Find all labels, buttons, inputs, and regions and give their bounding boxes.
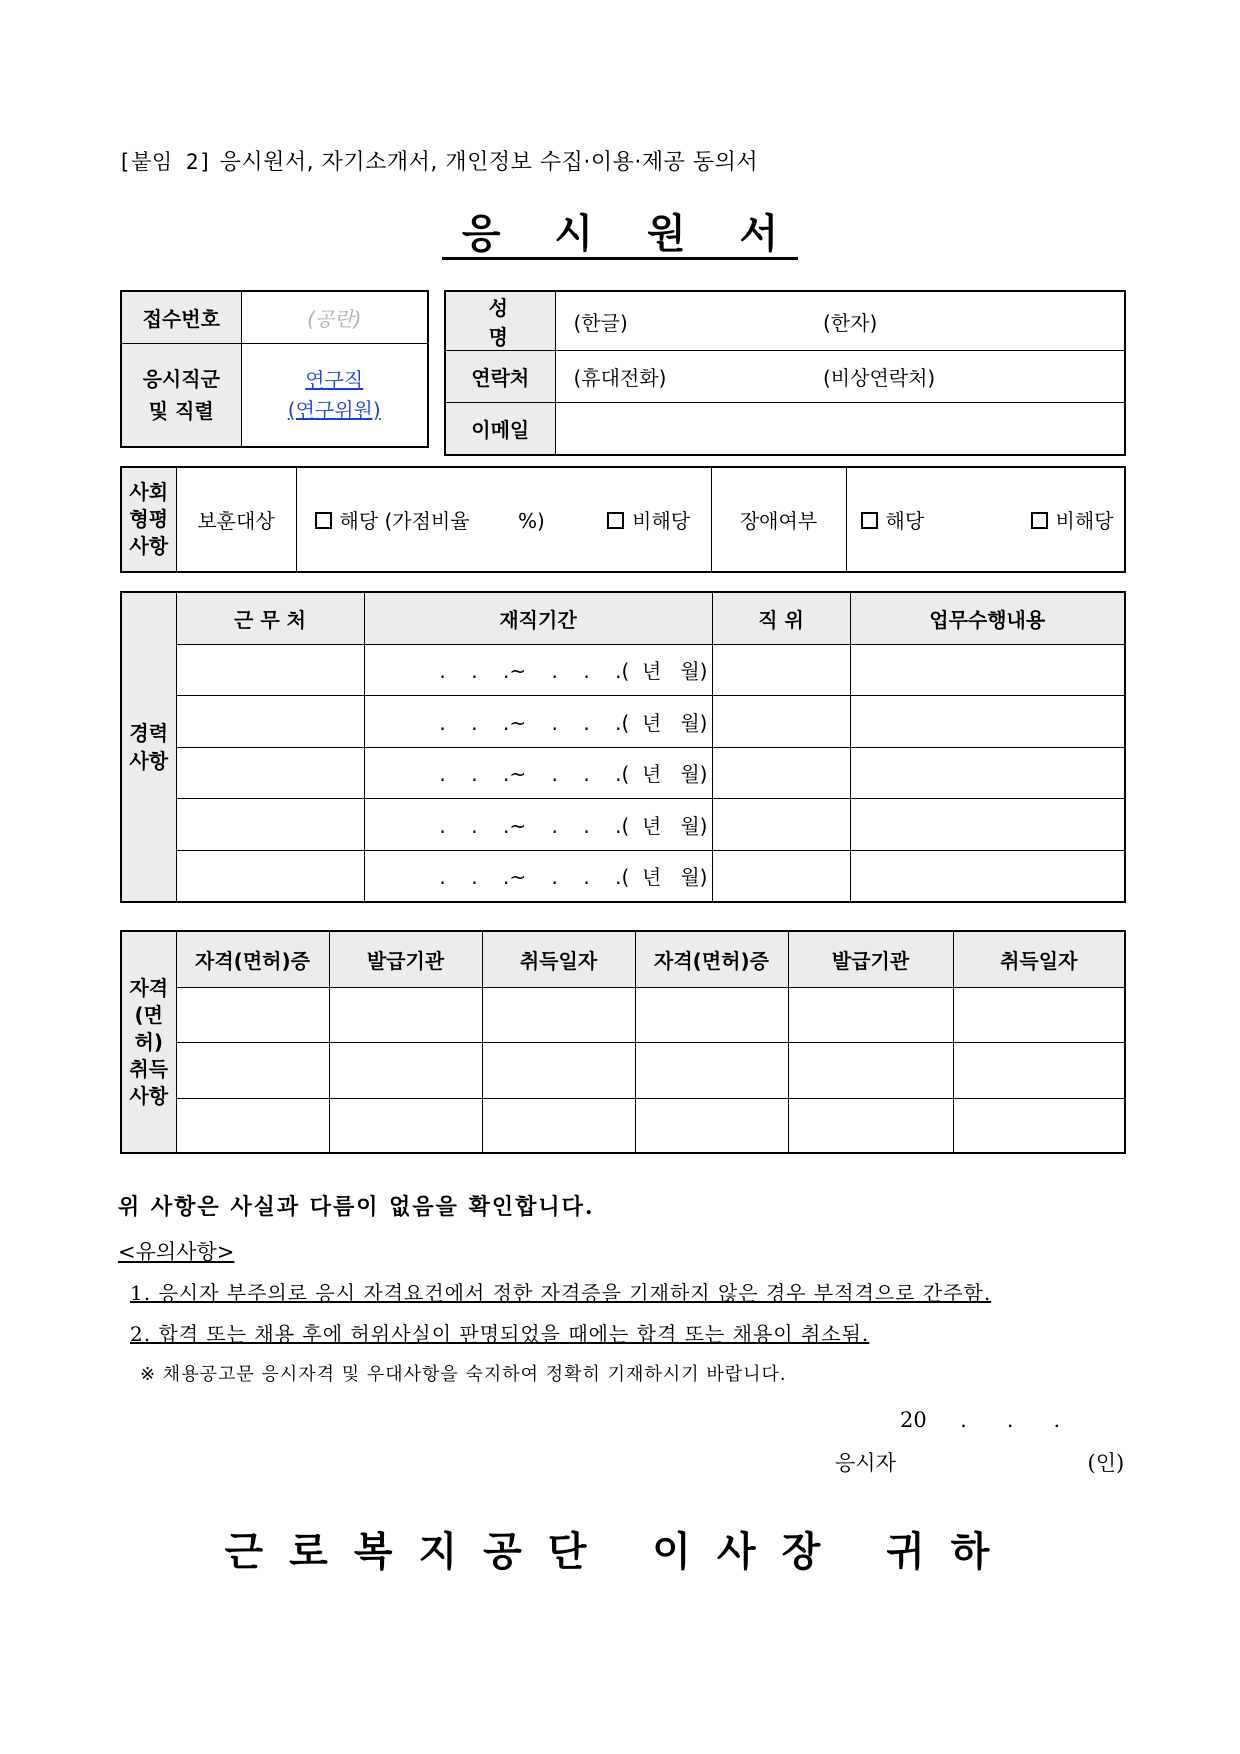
issuer-field[interactable] <box>788 987 953 1042</box>
notes-title: <유의사항> <box>118 1240 235 1264</box>
cert-field[interactable] <box>635 1042 788 1098</box>
issuer-field[interactable] <box>329 1098 482 1153</box>
issuer-field[interactable] <box>788 1098 953 1153</box>
email-field[interactable] <box>555 403 1125 455</box>
checkbox-icon <box>861 512 878 529</box>
position-field[interactable] <box>712 695 850 747</box>
cert-field[interactable] <box>176 1042 329 1098</box>
note-item: 2. 합격 또는 채용 후에 허위사실이 판명되었을 때에는 합격 또는 채용이 취소됨. <box>130 1322 870 1346</box>
duties-field[interactable] <box>850 798 1125 850</box>
table-row <box>121 1042 1125 1098</box>
receipt-number-field[interactable]: (공란) <box>241 291 428 343</box>
recipient: 근로복지공단 이사장 귀하 <box>224 1529 1016 1575</box>
career-label-1: 경력 <box>129 721 169 745</box>
veteran-no-label: 비해당 <box>632 509 691 533</box>
social-label-3: 사항 <box>129 534 169 558</box>
receipt-label: 접수번호 <box>121 291 241 343</box>
workplace-field[interactable] <box>176 644 364 695</box>
applicant-table <box>444 290 1126 456</box>
date-line[interactable]: 20 . . . <box>900 1408 1061 1432</box>
table-row <box>121 747 1125 798</box>
duties-field[interactable] <box>850 850 1125 902</box>
social-table <box>120 466 1126 573</box>
social-label <box>121 467 176 572</box>
license-header-issuer-2: 발급기관 <box>788 931 953 987</box>
contact-label: 연락처 <box>445 351 555 403</box>
job-label-line2: 및 직렬 <box>148 398 214 423</box>
workplace-field[interactable] <box>176 747 364 798</box>
career-header-workplace: 근 무 처 <box>176 592 364 644</box>
position-field[interactable] <box>712 798 850 850</box>
career-header-position: 직 위 <box>712 592 850 644</box>
license-label-4: 사항 <box>129 1083 169 1108</box>
receipt-table <box>120 290 429 448</box>
disability-no-label: 비해당 <box>1055 509 1114 533</box>
emergency-contact-field[interactable]: (비상연락처) <box>805 351 1125 403</box>
period-field[interactable]: . . .~ . . .( 년 월) <box>364 695 712 747</box>
job-series-link[interactable]: (연구위원) <box>287 397 381 422</box>
veteran-yes-label: 해당 (가점비율 <box>339 509 470 533</box>
document-title-text: 응 시 원 서 <box>442 211 798 260</box>
veteran-label: 보훈대상 <box>176 467 296 572</box>
license-header-issuer: 발급기관 <box>329 931 482 987</box>
license-label-3: 취득 <box>129 1056 169 1081</box>
attachment-header <box>118 145 758 176</box>
applicant-sign-label: 응시자 <box>835 1451 896 1475</box>
disability-yes-checkbox[interactable] <box>861 509 925 533</box>
attachment-description: 응시원서, 자기소개서, 개인정보 수집·이용·제공 동의서 <box>219 150 759 175</box>
issuer-field[interactable] <box>329 987 482 1042</box>
attachment-tag: [붙임 2] <box>118 150 213 174</box>
confirm-statement: 위 사항은 사실과 다름이 없음을 확인합니다. <box>118 1194 595 1220</box>
issuer-field[interactable] <box>329 1042 482 1098</box>
job-label-line1: 응시직군 <box>142 366 220 391</box>
position-field[interactable] <box>712 644 850 695</box>
period-field[interactable]: . . .~ . . .( 년 월) <box>364 747 712 798</box>
veteran-no-checkbox[interactable] <box>607 509 690 533</box>
seal-mark[interactable]: (인) <box>1087 1451 1125 1475</box>
job-value <box>241 343 428 447</box>
workplace-field[interactable] <box>176 798 364 850</box>
name-hanja-field[interactable]: (한자) <box>805 291 1125 351</box>
duties-field[interactable] <box>850 644 1125 695</box>
cert-field[interactable] <box>176 987 329 1042</box>
period-field[interactable]: . . .~ . . .( 년 월) <box>364 850 712 902</box>
mobile-field[interactable]: (휴대전화) <box>555 351 805 403</box>
disability-options <box>846 467 1125 572</box>
career-label-2: 사항 <box>129 749 169 773</box>
document-title <box>0 210 1240 258</box>
date-field[interactable] <box>953 987 1125 1042</box>
disability-no-checkbox[interactable] <box>1031 509 1114 533</box>
license-table <box>120 930 1126 1154</box>
period-field[interactable]: . . .~ . . .( 년 월) <box>364 798 712 850</box>
veteran-percent: %) <box>517 509 545 533</box>
veteran-options <box>296 467 711 572</box>
table-row <box>121 987 1125 1042</box>
table-row <box>121 644 1125 695</box>
checkbox-icon <box>315 512 332 529</box>
date-field[interactable] <box>482 1098 635 1153</box>
veteran-yes-checkbox[interactable] <box>315 509 470 533</box>
name-label: 성 명 <box>445 291 555 351</box>
license-header-cert: 자격(면허)증 <box>176 931 329 987</box>
cert-field[interactable] <box>176 1098 329 1153</box>
checkbox-icon <box>1031 512 1048 529</box>
position-field[interactable] <box>712 747 850 798</box>
period-field[interactable]: . . .~ . . .( 년 월) <box>364 644 712 695</box>
career-header-period: 재직기간 <box>364 592 712 644</box>
career-header-duties: 업무수행내용 <box>850 592 1125 644</box>
position-field[interactable] <box>712 850 850 902</box>
workplace-field[interactable] <box>176 850 364 902</box>
job-group-link[interactable]: 연구직 <box>305 367 364 392</box>
date-field[interactable] <box>953 1042 1125 1098</box>
license-header-date: 취득일자 <box>482 931 635 987</box>
issuer-field[interactable] <box>788 1042 953 1098</box>
table-row <box>121 1098 1125 1153</box>
cert-field[interactable] <box>635 987 788 1042</box>
workplace-field[interactable] <box>176 695 364 747</box>
duties-field[interactable] <box>850 747 1125 798</box>
table-row <box>121 695 1125 747</box>
date-field[interactable] <box>482 1042 635 1098</box>
table-row <box>121 850 1125 902</box>
career-table <box>120 591 1126 903</box>
license-label-1: 자격 <box>129 975 169 1000</box>
social-label-1: 사회 <box>129 480 169 504</box>
license-label-2: (면허) <box>134 1002 163 1054</box>
name-korean-field[interactable]: (한글) <box>555 291 805 351</box>
career-label <box>121 592 176 902</box>
license-header-date-2: 취득일자 <box>953 931 1125 987</box>
license-header-cert-2: 자격(면허)증 <box>635 931 788 987</box>
signature-line <box>835 1447 1124 1477</box>
disability-label: 장애여부 <box>711 467 846 572</box>
checkbox-icon <box>607 512 624 529</box>
date-field[interactable] <box>482 987 635 1042</box>
email-label: 이메일 <box>445 403 555 455</box>
table-row <box>121 798 1125 850</box>
disability-yes-label: 해당 <box>885 509 925 533</box>
cert-field[interactable] <box>635 1098 788 1153</box>
social-label-2: 형평 <box>129 507 169 531</box>
remark-text: ※ 채용공고문 응시자격 및 우대사항을 숙지하여 정확히 기재하시기 바랍니다. <box>140 1364 787 1385</box>
note-item: 1. 응시자 부주의로 응시 자격요건에서 정한 자격증을 기재하지 않은 경우 부적격으로 간주함. <box>130 1281 992 1305</box>
license-label <box>121 931 176 1153</box>
duties-field[interactable] <box>850 695 1125 747</box>
job-label <box>121 343 241 447</box>
date-field[interactable] <box>953 1098 1125 1153</box>
